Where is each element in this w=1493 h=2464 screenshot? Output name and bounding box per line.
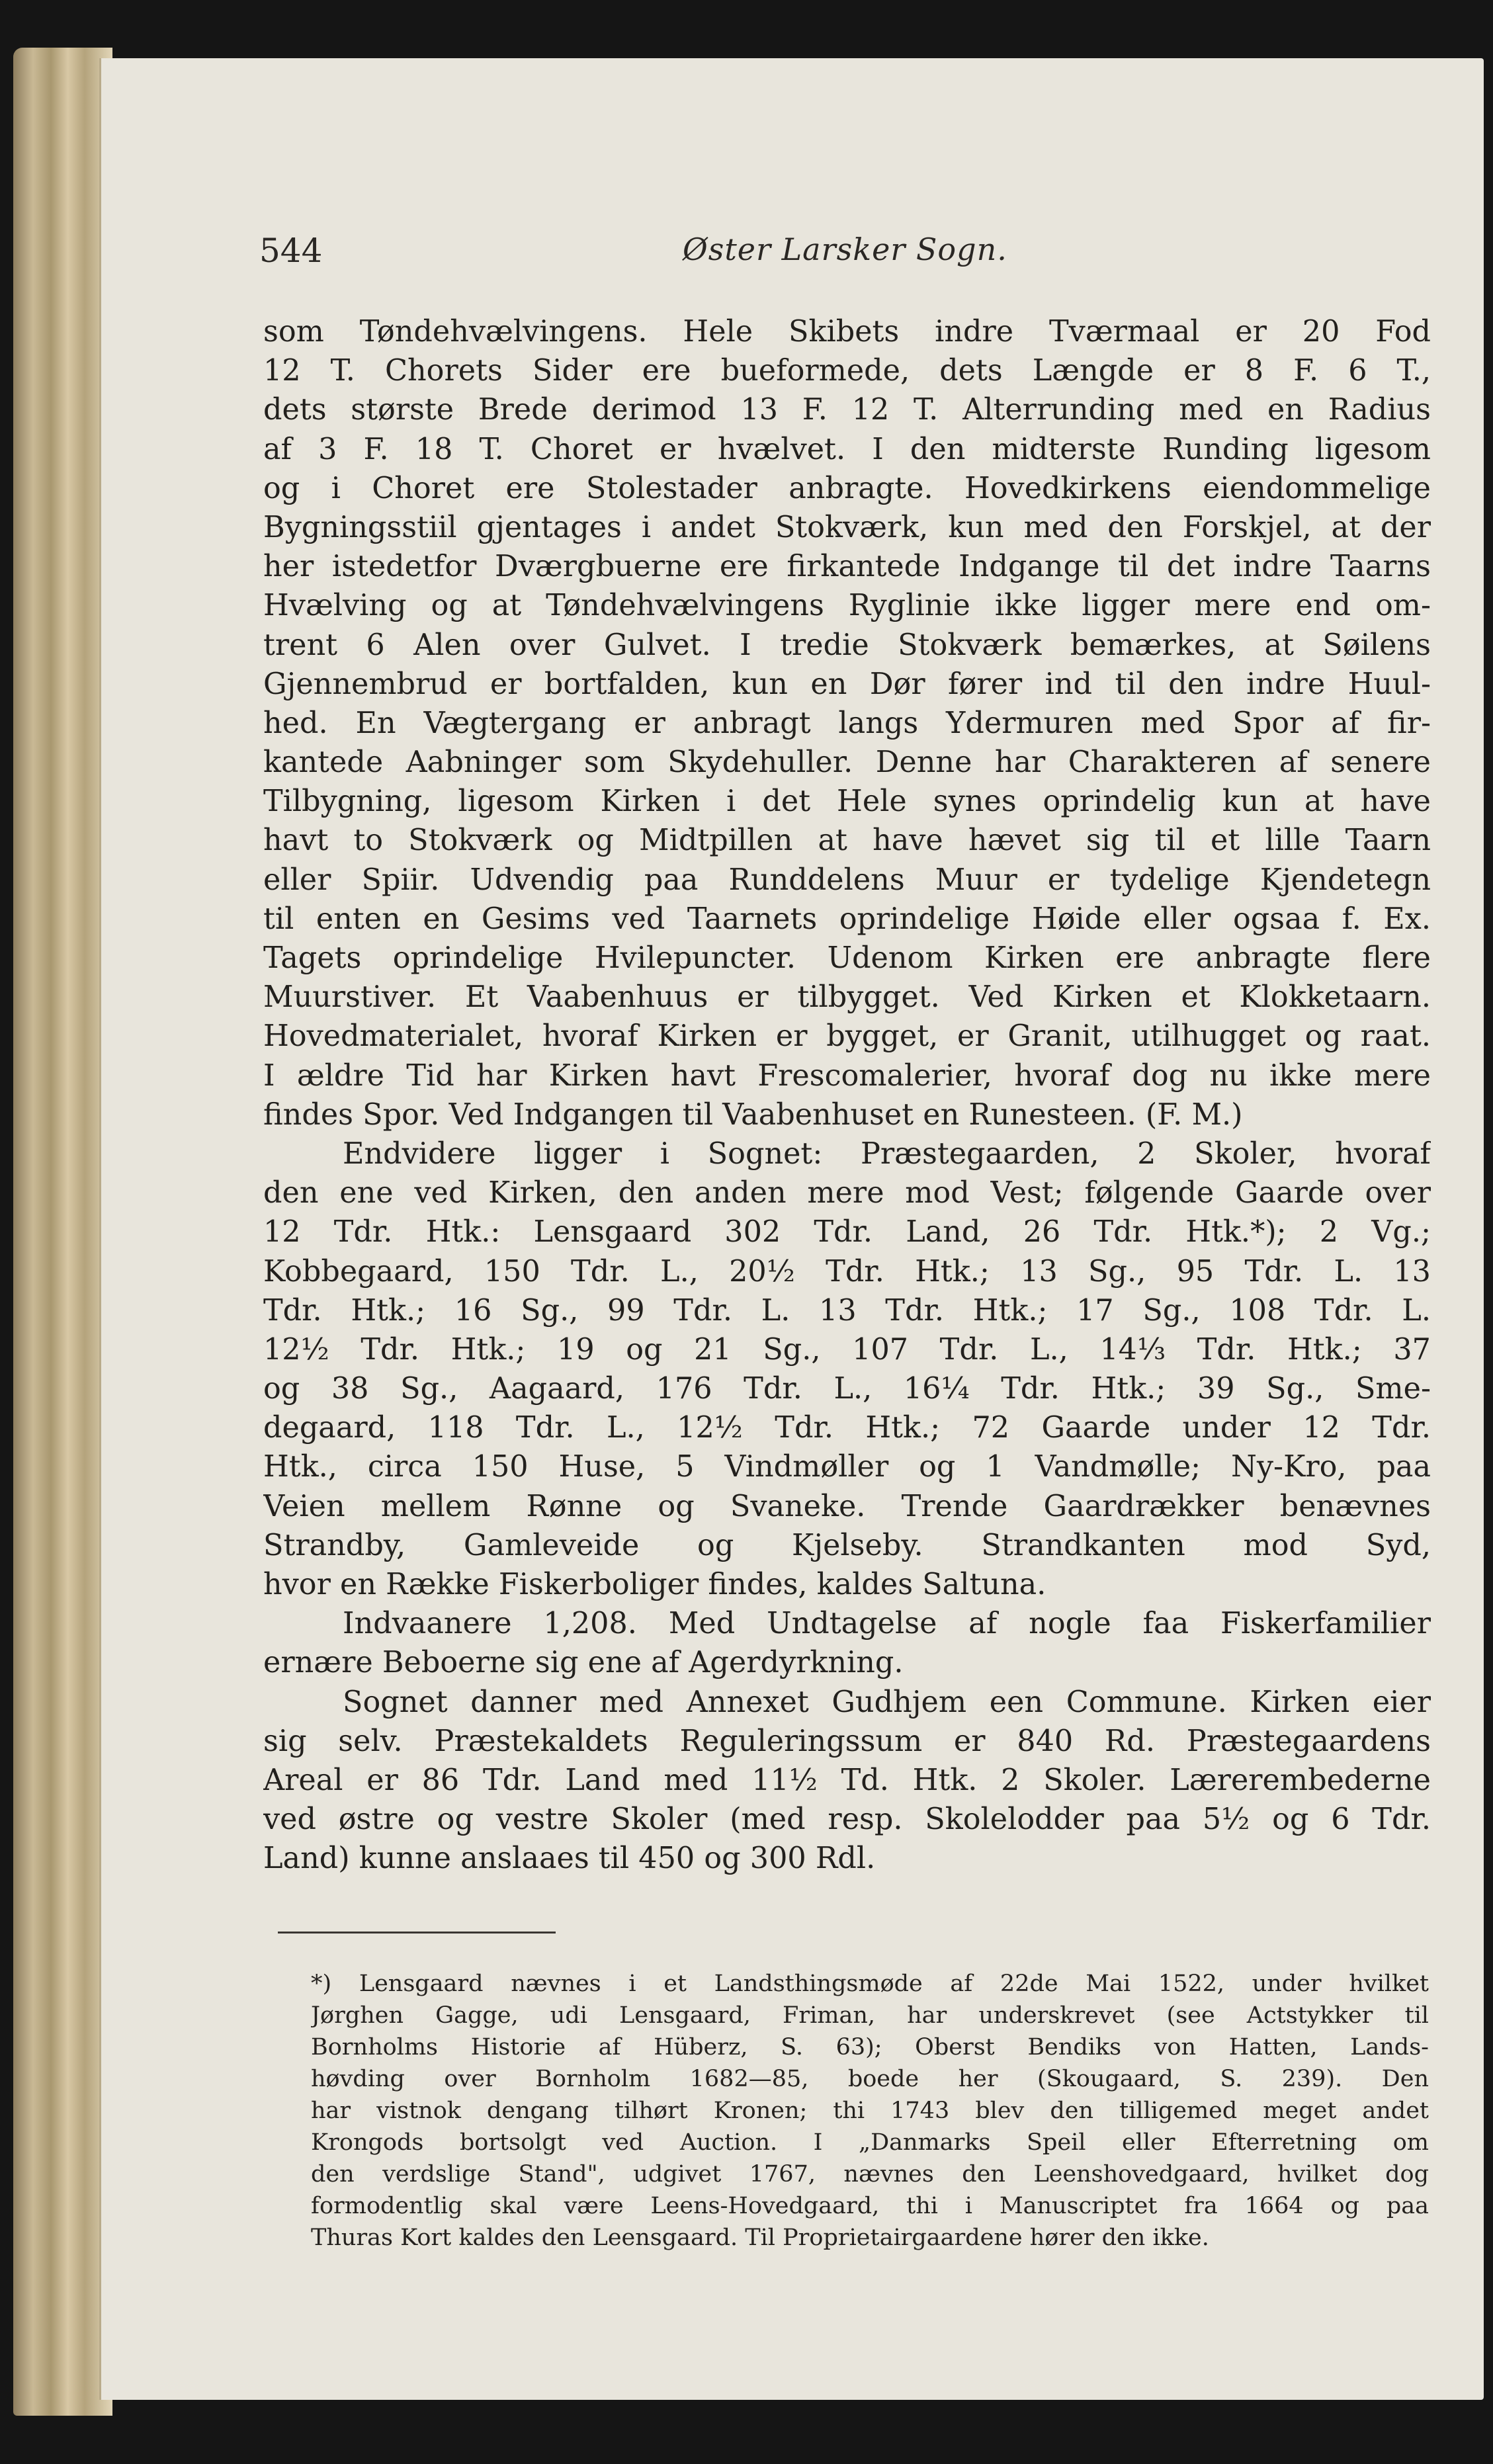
text-line: Tagets oprindelige Hvilepuncter. Udenom Kirken ere anbragte flere bbox=[263, 941, 1431, 975]
text-line: Bygningsstiil gjentages i andet Stokværk, kun med den Forskjel, at der bbox=[263, 510, 1431, 544]
running-head: Øster Larsker Sogn. bbox=[683, 232, 1007, 267]
text-line: Endvidere ligger i Sognet: Præstegaarden, 2 Skoler, hvoraf bbox=[343, 1136, 1431, 1171]
text-line: Sognet danner med Annexet Gudhjem een Commune. Kirken eier bbox=[343, 1685, 1431, 1719]
footnote-line: *) Lensgaard nævnes i et Landsthingsmøde af 22de Mai 1522, under hvilket bbox=[311, 1971, 1429, 1997]
text-line: og i Choret ere Stolestader anbragte. Hovedkirkens eiendommelige bbox=[263, 471, 1431, 505]
text-line: Hovedmaterialet, hvoraf Kirken er bygget, er Granit, utilhugget og raat. bbox=[263, 1019, 1431, 1054]
text-line: I ældre Tid har Kirken havt Frescomalerier, hvoraf dog nu ikke mere bbox=[263, 1058, 1431, 1093]
text-line: dets største Brede derimod 13 F. 12 T. Alterrunding med en Radius bbox=[263, 393, 1431, 427]
page-header bbox=[259, 228, 1377, 287]
footnote-line: den verdslige Stand", udgivet 1767, nævnes den Leenshovedgaard, hvilket dog bbox=[311, 2161, 1429, 2188]
text-line: 12½ Tdr. Htk.; 19 og 21 Sg., 107 Tdr. L., 14⅓ Tdr. Htk.; 37 bbox=[263, 1332, 1431, 1367]
text-line: 12 T. Chorets Sider ere bueformede, dets Længde er 8 F. 6 T., bbox=[263, 354, 1431, 388]
text-line: findes Spor. Ved Indgangen til Vaabenhuset en Runesteen. (F. M.) bbox=[263, 1097, 1243, 1132]
footnote-line: har vistnok dengang tilhørt Kronen; thi 1743 blev den tilligemed meget andet bbox=[311, 2098, 1429, 2124]
text-line: hed. En Vægtergang er anbragt langs Ydermuren med Spor af fir- bbox=[263, 706, 1431, 740]
text-line: ernære Beboerne sig ene af Agerdyrkning. bbox=[263, 1646, 904, 1680]
text-line: som Tøndehvælvingens. Hele Skibets indre Tværmaal er 20 Fod bbox=[263, 315, 1431, 349]
book-page-edges bbox=[13, 48, 112, 2416]
text-line: Gjennembrud er bortfalden, kun en Dør fører ind til den indre Huul- bbox=[263, 667, 1431, 701]
text-line: degaard, 118 Tdr. L., 12½ Tdr. Htk.; 72 Gaarde under 12 Tdr. bbox=[263, 1411, 1431, 1445]
text-line: havt to Stokværk og Midtpillen at have hævet sig til et lille Taarn bbox=[263, 824, 1431, 858]
text-line: af 3 F. 18 T. Choret er hvælvet. I den midterste Runding ligesom bbox=[263, 432, 1431, 466]
text-line: ved østre og vestre Skoler (med resp. Skolelodder paa 5½ og 6 Tdr. bbox=[263, 1803, 1431, 1837]
footnote-line: høvding over Bornholm 1682—85, boede her (Skougaard, S. 239). Den bbox=[311, 2066, 1429, 2092]
text-line: kantede Aabninger som Skydehuller. Denne har Charakteren af senere bbox=[263, 745, 1431, 780]
text-line: Veien mellem Rønne og Svaneke. Trende Gaardrækker benævnes bbox=[263, 1489, 1431, 1523]
text-line: Htk., circa 150 Huse, 5 Vindmøller og 1 Vandmølle; Ny-Kro, paa bbox=[263, 1450, 1431, 1484]
text-line: Kobbegaard, 150 Tdr. L., 20½ Tdr. Htk.; 13 Sg., 95 Tdr. L. 13 bbox=[263, 1254, 1431, 1289]
text-line: Areal er 86 Tdr. Land med 11½ Td. Htk. 2 Skoler. Lærerembederne bbox=[263, 1763, 1431, 1797]
text-line: eller Spiir. Udvendig paa Runddelens Muur er tydelige Kjendetegn bbox=[263, 863, 1431, 897]
page-number: 544 bbox=[259, 232, 323, 270]
main-text bbox=[263, 312, 1431, 1879]
text-line: Indvaanere 1,208. Med Undtagelse af nogle faa Fiskerfamilier bbox=[343, 1607, 1431, 1641]
footnote-line: Jørghen Gagge, udi Lensgaard, Friman, har underskrevet (see Actstykker til bbox=[311, 2002, 1429, 2029]
footnote bbox=[311, 1968, 1429, 2254]
text-line: trent 6 Alen over Gulvet. I tredie Stokværk bemærkes, at Søilens bbox=[263, 628, 1431, 662]
text-line: den ene ved Kirken, den anden mere mod Vest; følgende Gaarde over bbox=[263, 1176, 1431, 1211]
text-line: hvor en Række Fiskerboliger findes, kaldes Saltuna. bbox=[263, 1568, 1046, 1601]
text-line: Muurstiver. Et Vaabenhuus er tilbygget. Ved Kirken et Klokketaarn. bbox=[263, 980, 1431, 1015]
text-line: 12 Tdr. Htk.: Lensgaard 302 Tdr. Land, 26 Tdr. Htk.*); 2 Vg.; bbox=[263, 1215, 1431, 1250]
text-line: Tilbygning, ligesom Kirken i det Hele synes oprindelig kun at have bbox=[263, 785, 1431, 819]
text-line: og 38 Sg., Aagaard, 176 Tdr. L., 16¼ Tdr. Htk.; 39 Sg., Sme- bbox=[263, 1372, 1431, 1406]
text-line: Tdr. Htk.; 16 Sg., 99 Tdr. L. 13 Tdr. Htk.; 17 Sg., 108 Tdr. L. bbox=[263, 1293, 1431, 1328]
footnote-line: Bornholms Historie af Hüberz, S. 63); Oberst Bendiks von Hatten, Lands- bbox=[311, 2034, 1429, 2060]
footnote-line: Thuras Kort kaldes den Leensgaard. Til Proprietairgaardene hører den ikke. bbox=[311, 2225, 1209, 2251]
footnote-line: formodentlig skal være Leens-Hovedgaard, thi i Manuscriptet fra 1664 og paa bbox=[311, 2193, 1429, 2219]
text-line: til enten en Gesims ved Taarnets oprindelige Høide eller ogsaa f. Ex. bbox=[263, 902, 1431, 936]
footnote-line: Krongods bortsolgt ved Auction. I „Danmarks Speil eller Efterretning om bbox=[311, 2129, 1429, 2156]
footnote-separator bbox=[278, 1932, 556, 1933]
text-line: her istedetfor Dværgbuerne ere firkantede Indgange til det indre Taarns bbox=[263, 550, 1431, 584]
text-line: sig selv. Præstekaldets Reguleringssum er 840 Rd. Præstegaardens bbox=[263, 1724, 1431, 1758]
text-line: Strandby, Gamleveide og Kjelseby. Strandkanten mod Syd, bbox=[263, 1528, 1431, 1562]
text-line: Land) kunne anslaaes til 450 og 300 Rdl. bbox=[263, 1842, 876, 1876]
text-line: Hvælving og at Tøndehvælvingens Ryglinie ikke ligger mere end om- bbox=[263, 589, 1431, 623]
